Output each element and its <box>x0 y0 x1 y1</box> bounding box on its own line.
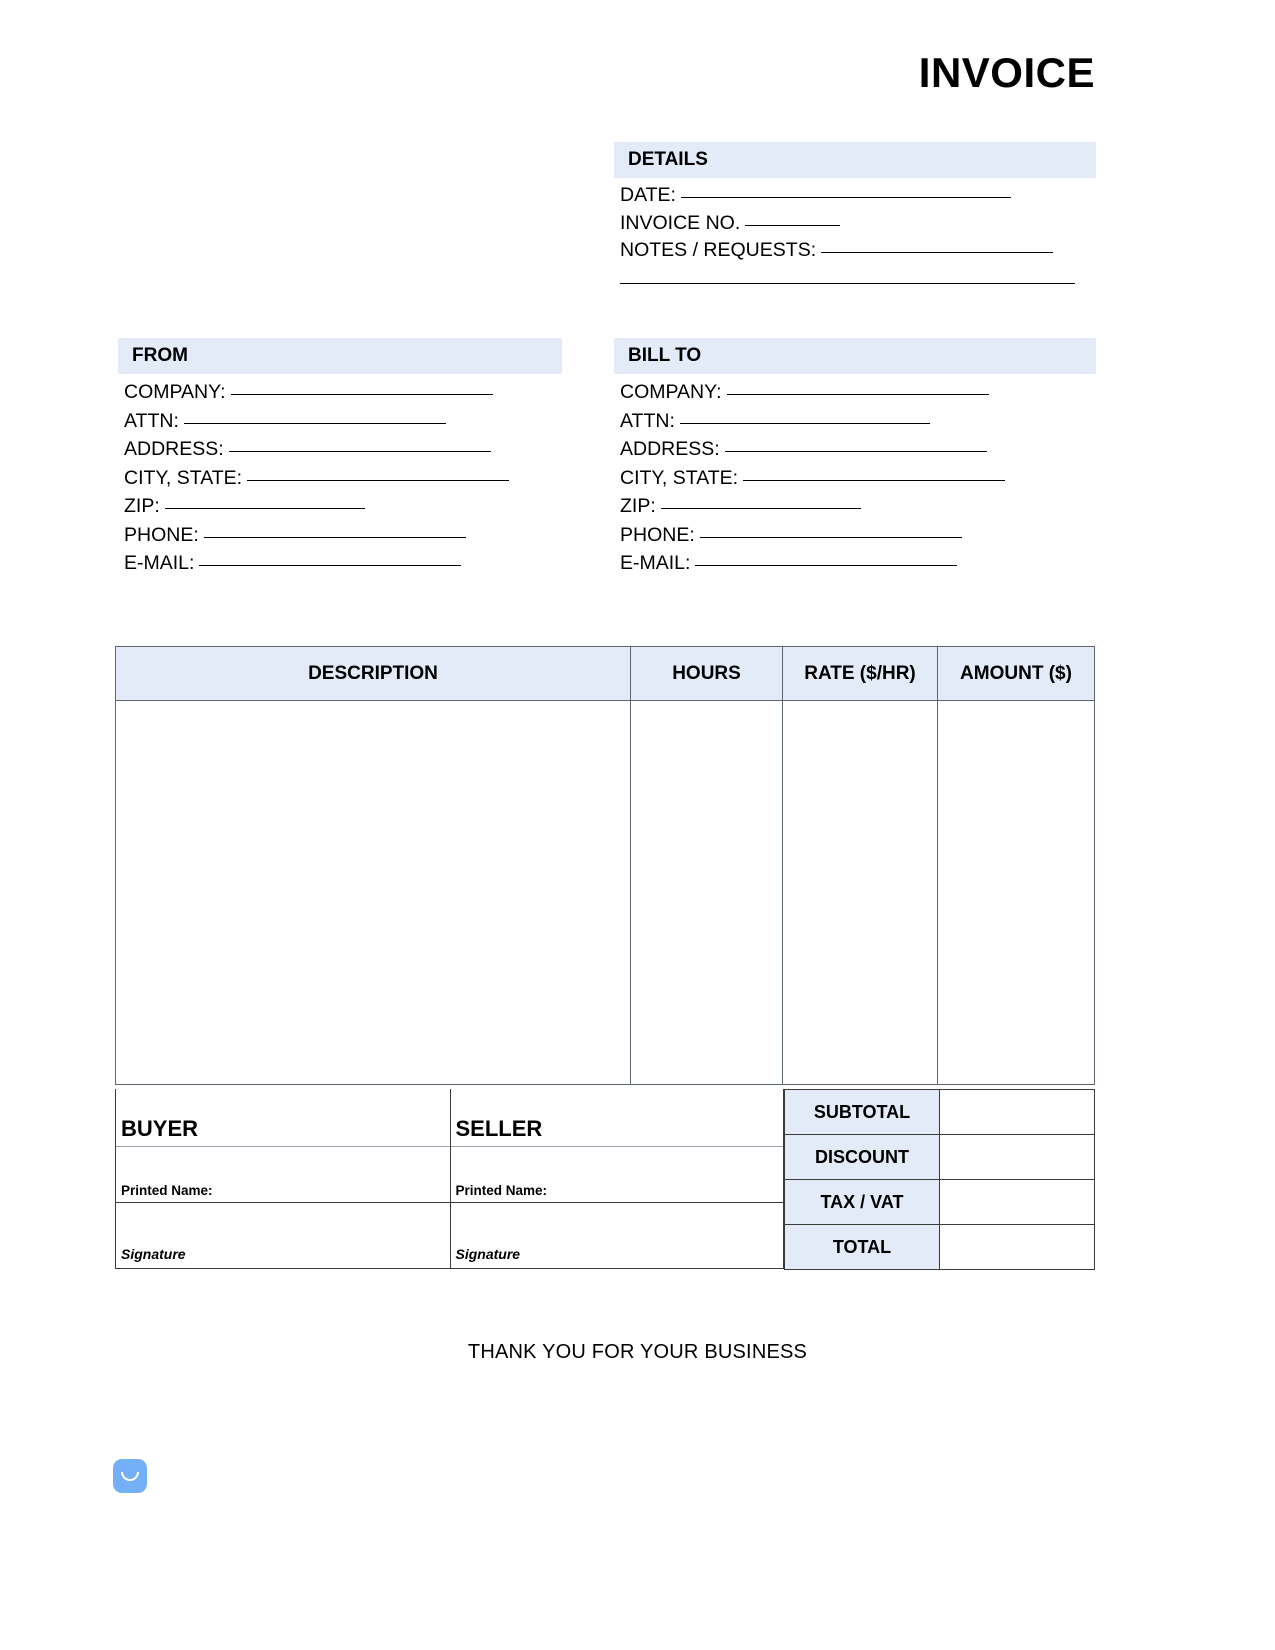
seller-printed-name-field[interactable] <box>451 1147 784 1203</box>
from-field-address <box>118 431 562 460</box>
subtotal-value[interactable] <box>940 1090 1095 1135</box>
from-field-city-state <box>118 460 562 489</box>
from-heading: FROM <box>118 338 562 374</box>
details-invoice-no-label: INVOICE NO. <box>620 211 741 234</box>
from-company-label: COMPANY: <box>124 381 226 403</box>
details-field-invoice-no <box>614 206 1096 234</box>
signature-block <box>115 1089 784 1269</box>
seller-signature-label: Signature <box>455 1246 521 1262</box>
from-zip-label: ZIP: <box>124 495 160 517</box>
seller-signature-field[interactable] <box>451 1203 784 1268</box>
details-date-label: DATE: <box>620 184 676 206</box>
bill-to-email-label: E-MAIL: <box>620 552 691 574</box>
discount-value[interactable] <box>940 1135 1095 1180</box>
hours-entry-cell[interactable] <box>631 701 783 1085</box>
details-section <box>614 142 1096 284</box>
bill-to-email-input[interactable] <box>695 565 957 566</box>
tax-vat-value[interactable] <box>940 1180 1095 1225</box>
bill-to-company-label: COMPANY: <box>620 381 722 403</box>
totals-row-total <box>785 1225 1095 1270</box>
bill-to-field-zip <box>614 488 1096 517</box>
from-email-input[interactable] <box>199 565 461 566</box>
buyer-printed-name-field[interactable] <box>116 1147 450 1203</box>
bill-to-section <box>614 338 1096 574</box>
page-title-container <box>918 49 1095 96</box>
details-date-input[interactable] <box>681 197 1011 198</box>
totals-row-subtotal <box>785 1090 1095 1135</box>
from-section <box>118 338 562 574</box>
from-city-state-input[interactable] <box>247 480 509 481</box>
from-field-email <box>118 545 562 574</box>
details-notes-input[interactable] <box>821 252 1053 253</box>
details-invoice-no-input[interactable] <box>745 225 840 226</box>
bill-to-company-input[interactable] <box>727 394 989 395</box>
buyer-signature-label: Signature <box>121 1246 186 1262</box>
column-header-rate: RATE ($/HR) <box>783 647 938 701</box>
bill-to-field-city-state <box>614 460 1096 489</box>
bill-to-field-phone <box>614 517 1096 546</box>
bill-to-city-state-input[interactable] <box>743 480 1005 481</box>
details-field-date <box>614 178 1096 206</box>
seller-printed-name-label: Printed Name: <box>455 1183 548 1198</box>
page-title: INVOICE <box>918 49 1095 96</box>
line-items-header-row <box>116 647 1095 701</box>
total-value[interactable] <box>940 1225 1095 1270</box>
column-header-hours: HOURS <box>631 647 783 701</box>
description-entry-cell[interactable] <box>116 701 631 1085</box>
smile-glyph <box>121 1472 139 1481</box>
tax-vat-label: TAX / VAT <box>785 1180 940 1225</box>
bill-to-field-address <box>614 431 1096 460</box>
from-address-label: ADDRESS: <box>124 438 224 460</box>
from-field-company <box>118 374 562 403</box>
rate-entry-cell[interactable] <box>783 701 938 1085</box>
buyer-party-label: BUYER <box>116 1089 450 1147</box>
bill-to-zip-input[interactable] <box>661 508 861 509</box>
seller-signature-column <box>450 1089 785 1269</box>
bill-to-address-label: ADDRESS: <box>620 438 720 460</box>
footer-thank-you-note: THANK YOU FOR YOUR BUSINESS <box>467 1341 808 1363</box>
buyer-signature-field[interactable] <box>116 1203 450 1268</box>
from-zip-input[interactable] <box>165 508 365 509</box>
column-header-amount: AMOUNT ($) <box>938 647 1095 701</box>
bill-to-attn-input[interactable] <box>680 423 930 424</box>
subtotal-label: SUBTOTAL <box>785 1090 940 1135</box>
details-notes-label: NOTES / REQUESTS: <box>620 239 817 261</box>
from-email-label: E-MAIL: <box>124 552 195 574</box>
bill-to-heading: BILL TO <box>614 338 1096 374</box>
bill-to-attn-label: ATTN: <box>620 409 675 432</box>
from-city-state-label: CITY, STATE: <box>124 466 243 489</box>
column-header-description: DESCRIPTION <box>116 647 631 701</box>
totals-row-discount <box>785 1135 1095 1180</box>
from-field-attn <box>118 403 562 432</box>
from-attn-label: ATTN: <box>124 409 179 432</box>
from-attn-input[interactable] <box>184 423 446 424</box>
signature-and-totals-area <box>115 1089 1094 1269</box>
from-address-input[interactable] <box>229 451 491 452</box>
discount-label: DISCOUNT <box>785 1135 940 1180</box>
buyer-printed-name-label: Printed Name: <box>121 1183 213 1198</box>
bill-to-zip-label: ZIP: <box>620 495 656 517</box>
bill-to-phone-label: PHONE: <box>620 523 695 546</box>
from-field-zip <box>118 488 562 517</box>
seller-party-label: SELLER <box>451 1089 784 1147</box>
bill-to-field-attn <box>614 403 1096 432</box>
amount-entry-cell[interactable] <box>938 701 1095 1085</box>
details-notes-input-line2[interactable] <box>620 283 1075 284</box>
totals-table <box>784 1089 1095 1270</box>
from-company-input[interactable] <box>231 394 493 395</box>
smile-logo-icon <box>113 1459 147 1493</box>
details-field-notes <box>614 233 1096 261</box>
from-phone-input[interactable] <box>204 537 466 538</box>
bill-to-phone-input[interactable] <box>700 537 962 538</box>
from-field-phone <box>118 517 562 546</box>
bill-to-field-company <box>614 374 1096 403</box>
from-phone-label: PHONE: <box>124 523 199 546</box>
bill-to-address-input[interactable] <box>725 451 987 452</box>
buyer-signature-column <box>115 1089 450 1269</box>
line-items-entry-area <box>116 701 1095 1085</box>
details-heading: DETAILS <box>614 142 1096 178</box>
bill-to-field-email <box>614 545 1096 574</box>
totals-row-tax <box>785 1180 1095 1225</box>
total-label: TOTAL <box>785 1225 940 1270</box>
bill-to-city-state-label: CITY, STATE: <box>620 466 739 489</box>
line-items-table <box>115 646 1095 1085</box>
